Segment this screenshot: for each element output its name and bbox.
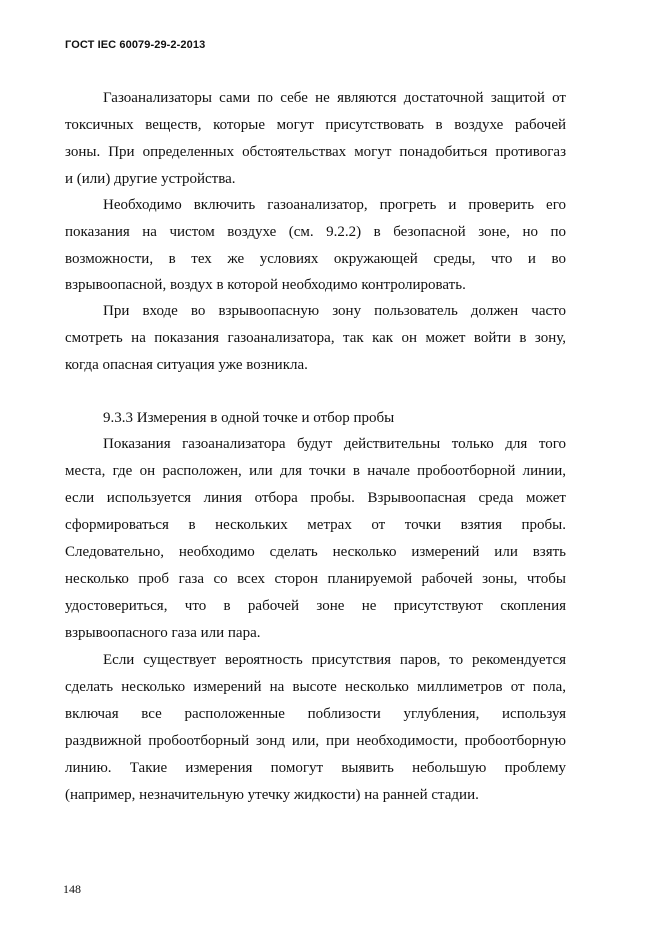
- paragraph-line: Газоанализаторы сами по себе не являются достаточной защитой от: [103, 90, 566, 106]
- page-number: 148: [63, 882, 81, 896]
- paragraph-line: если используется линия отбора пробы. Взрывоопасная среда может: [65, 490, 566, 506]
- paragraph-line: сделать несколько измерений на высоте несколько миллиметров от пола,: [65, 679, 566, 695]
- paragraph-line: показания на чистом воздухе (см. 9.2.2) в безопасной зоне, но по: [65, 224, 566, 240]
- paragraph-line: места, где он расположен, или для точки в начале пробоотборной линии,: [65, 463, 566, 479]
- paragraph-line: взрывоопасного газа или пара.: [65, 625, 261, 641]
- paragraph-line: удостовериться, что в рабочей зоне не присутствуют скопления: [65, 598, 566, 614]
- paragraph-line: линию. Такие измерения помогут выявить небольшую проблему: [65, 760, 566, 776]
- paragraph-line: сформироваться в нескольких метрах от точки взятия пробы.: [65, 517, 566, 533]
- paragraph-line: взрывоопасной, воздух в которой необходимо контролировать.: [65, 277, 466, 293]
- paragraph-line: включая все расположенные поблизости углубления, используя: [65, 706, 566, 722]
- paragraph-line: Если существует вероятность присутствия паров, то рекомендуется: [103, 652, 566, 668]
- paragraph-line: возможности, в тех же условиях окружающей среды, что и во: [65, 251, 566, 267]
- paragraph-line: Следовательно, необходимо сделать несколько измерений или взять: [65, 544, 566, 560]
- paragraph-line: несколько проб газа со всех сторон планируемой рабочей зоны, чтобы: [65, 571, 566, 587]
- paragraph-line: токсичных веществ, которые могут присутствовать в воздухе рабочей: [65, 117, 566, 133]
- paragraph-line: Показания газоанализатора будут действительны только для того: [103, 436, 566, 452]
- paragraph-line: и (или) другие устройства.: [65, 171, 236, 187]
- paragraph-line: раздвижной пробоотборный зонд или, при необходимости, пробоотборную: [65, 733, 566, 749]
- paragraph-line: когда опасная ситуация уже возникла.: [65, 357, 308, 373]
- paragraph-line: При входе во взрывоопасную зону пользователь должен часто: [103, 303, 566, 319]
- paragraph-line: зоны. При определенных обстоятельствах могут понадобиться противогаз: [65, 144, 566, 160]
- section-heading: 9.3.3 Измерения в одной точке и отбор пробы: [103, 410, 395, 426]
- paragraph-line: Необходимо включить газоанализатор, прогреть и проверить его: [103, 197, 566, 213]
- paragraph-line: (например, незначительную утечку жидкости) на ранней стадии.: [65, 787, 479, 803]
- paragraph-line: смотреть на показания газоанализатора, так как он может войти в зону,: [65, 330, 566, 346]
- document-header: ГОСТ IEC 60079-29-2-2013: [65, 39, 206, 51]
